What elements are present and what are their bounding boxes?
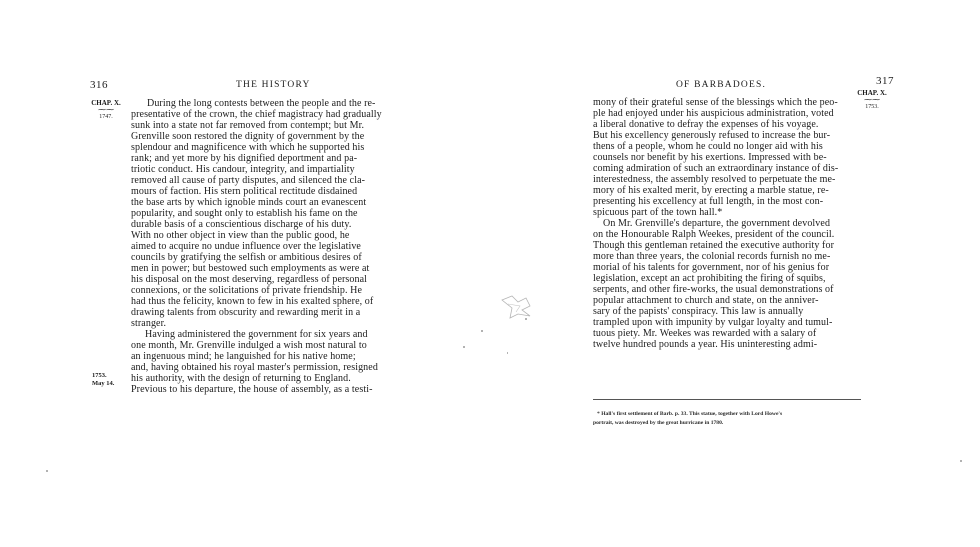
right-line-16: morial of his talents for government, nor of his genius for [593,262,830,273]
left-line-12: durable basis of a conscientious discharge of his duty. [131,219,352,230]
left-page [0,0,470,547]
left-line-24: an ingenuous mind; he languished for his native home; [131,351,356,362]
left-line-15: councils by gratifying the selfish or ambitious desires of [131,252,362,263]
left-line-13: With no other object in view than the public good, he [131,230,350,241]
left-line-20: drawing talents from obscurity and rewarding merit in a [131,307,361,318]
left-page-number: 316 [90,79,108,91]
right-line-7: coming admiration of such an extraordinary instance of dis- [593,163,839,174]
right-line-5: thens of a people, whom he could no longer aid with his [593,141,823,152]
left-date-year: 1753. [92,372,107,379]
right-line-22: tuous piety. Mr. Weekes was rewarded with a salary of [593,328,817,339]
right-chapter-label: CHAP. X. [857,89,887,97]
left-line-17: his disposal on the most deserving, regardless of personal [131,274,368,285]
right-line-3: a liberal donative to defray the expenses of his voyage. [593,119,819,130]
right-line-20: sary of the papists' conspiracy. This law is annually [593,306,804,317]
right-line-8: interestedness, the assembly resolved to perpetuate the me- [593,174,836,185]
left-chapter-label: CHAP. X. [91,99,121,107]
right-line-21: trampled upon with impunity by vulgar loyalty and tumul- [593,317,833,328]
left-line-1: During the long contests between the people and the re- [147,98,376,109]
left-line-9: mours of faction. His stern political rectitude disdained [131,186,358,197]
right-line-18: serpents, and other fire-works, the usual demonstrations of [593,284,834,295]
left-line-26: his authority, with the design of returning to England. [131,373,351,384]
right-line-9: mory of his exalted merit, by erecting a marble statue, re- [593,185,829,196]
right-line-12: On Mr. Grenville's departure, the government devolved [603,218,831,229]
right-chapter-flourish: ⁓⁓ [864,95,880,104]
right-chapter-year: 1753. [865,104,879,110]
left-line-23: one month, Mr. Grenville indulged a wish most natural to [131,340,367,351]
left-line-7: triotic conduct. His candour, integrity, and impartiality [131,164,355,175]
speck [46,470,48,472]
right-line-15: more than three years, the colonial records furnish no me- [593,251,831,262]
speck [463,346,465,348]
left-line-22: Having administered the government for six years and [145,329,368,340]
right-line-13: on the Honourable Ralph Weekes, president of the council. [593,229,835,240]
right-line-14: Though this gentleman retained the executive authority for [593,240,834,251]
left-line-21: stranger. [131,318,167,329]
left-date-day: May 14. [92,380,115,387]
right-line-10: presenting his excellency at full length, in the most con- [593,196,824,207]
right-chapter-margin-note [856,89,888,111]
footnote-line-2: portrait, was destroyed by the great hurricane in 1780. [593,420,724,426]
right-page-number: 317 [876,75,894,87]
left-chapter-margin-note [90,99,122,121]
left-line-5: splendour and magnificence with which he supported his [131,142,365,153]
left-line-6: rank; and yet more by his dignified deportment and pa- [131,153,358,164]
left-line-11: popularity, and sought only to establish his fame on the [131,208,358,219]
right-line-19: popular attachment to church and state, on the anniver- [593,295,819,306]
left-date-margin-note [92,372,124,388]
left-line-3: sunk into a state not far removed from contempt; but Mr. [131,120,365,131]
right-line-11: spicuous part of the town hall.* [593,207,723,218]
right-line-4: But his excellency generously refused to increase the bur- [593,130,831,141]
left-line-19: had thus the felicity, known to few in his exalted sphere, of [131,296,374,307]
left-chapter-flourish: ⁓⁓ [98,105,114,114]
speck [481,330,483,332]
left-line-8: removed all cause of party disputes, and silenced the cla- [131,175,366,186]
footnote-rule [593,399,861,400]
footnote-line-1: * Hall's first settlement of Barb. p. 33. This statue, together with Lord Howe's [597,411,783,417]
right-line-23: twelve hundred pounds a year. His uninteresting admi- [593,339,818,350]
left-line-25: and, having obtained his royal master's permission, resigned [131,362,378,373]
left-line-16: men in power; but bestowed such employments as were at [131,263,370,274]
right-line-17: legislation, except an act prohibiting the firing of squibs, [593,273,826,284]
left-line-18: connexions, or the solicitations of private friendship. He [131,285,363,296]
right-line-6: counsels nor benefit by his exertions. Impressed with be- [593,152,827,163]
left-running-head: THE HISTORY [236,80,311,90]
right-running-head: OF BARBADOES. [676,80,767,90]
right-line-1: mony of their grateful sense of the blessings which the peo- [593,97,838,108]
left-line-4: Grenville soon restored the dignity of government by the [131,131,365,142]
right-line-2: ple had enjoyed under his auspicious administration, voted [593,108,834,119]
left-chapter-year: 1747. [99,114,113,120]
left-line-2: presentative of the crown, the chief magistracy had gradually [131,109,382,120]
left-line-10: the base arts by which ignoble minds court an evanescent [131,197,367,208]
left-line-14: aimed to acquire no undue influence over the legislative [131,241,361,252]
left-line-27: Previous to his departure, the house of assembly, as a testi- [131,384,373,395]
